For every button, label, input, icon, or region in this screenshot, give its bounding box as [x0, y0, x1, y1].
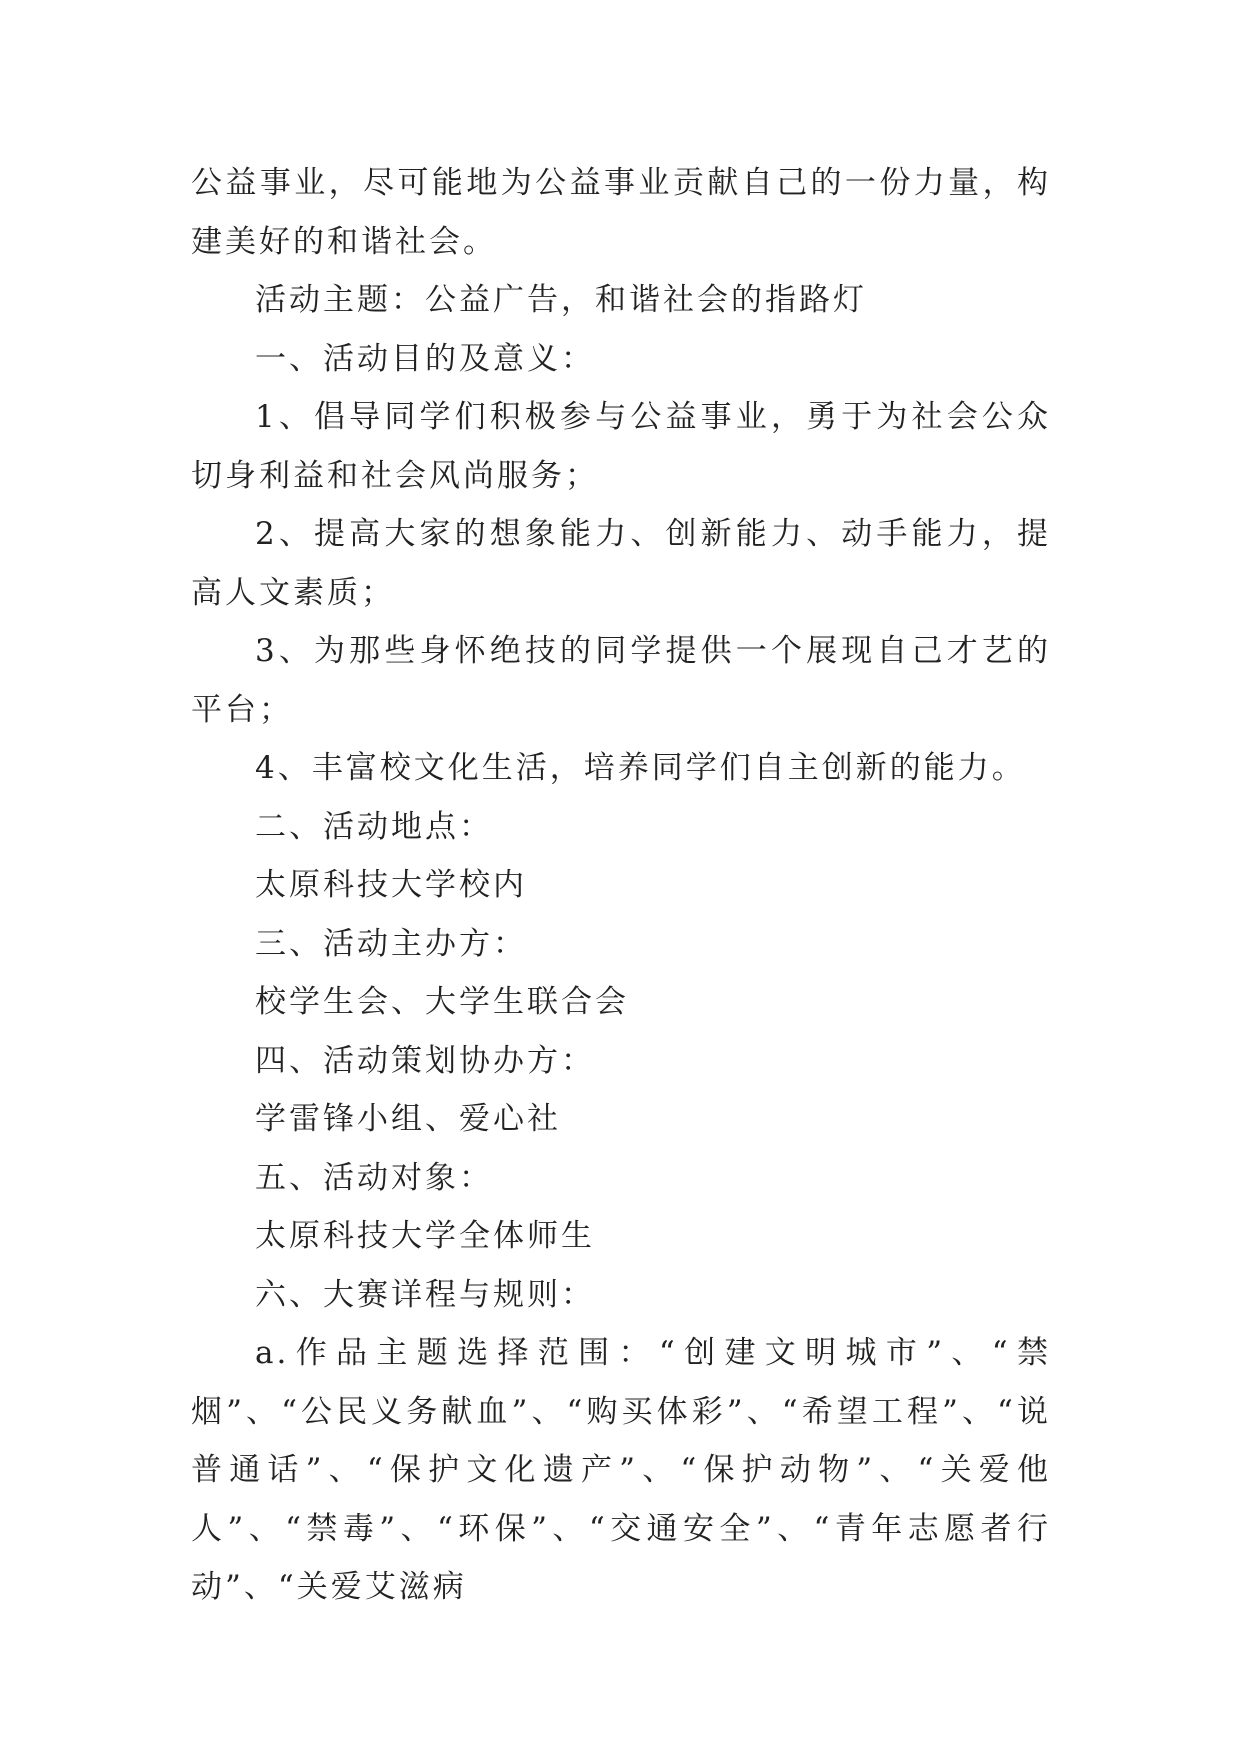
section-heading: 二、活动地点： [255, 808, 493, 845]
document-body [191, 154, 1051, 1617]
section-heading: 六、大赛详程与规则： [255, 1276, 595, 1313]
section-heading: 四、活动策划协办方： [255, 1042, 595, 1079]
section-heading: 三、活动主办方： [255, 925, 527, 962]
section-heading: 五、活动对象： [255, 1159, 493, 1196]
paragraph: 活动主题：公益广告，和谐社会的指路灯 [255, 282, 867, 318]
list-item: 3、为那些身怀绝技的同学提供一个展现自己才艺的平台； [191, 633, 1051, 728]
list-item: 1、倡导同学们积极参与公益事业，勇于为社会公众切身利益和社会风尚服务； [191, 399, 1051, 494]
paragraph: 太原科技大学校内 [255, 867, 527, 903]
paragraph: 太原科技大学全体师生 [255, 1218, 595, 1254]
paragraph: 公益事业，尽可能地为公益事业贡献自己的一份力量，构建美好的和谐社会。 [191, 165, 1051, 260]
paragraph: 校学生会、大学生联合会 [255, 984, 629, 1020]
paragraph: 学雷锋小组、爱心社 [255, 1101, 561, 1137]
list-item: 2、提高大家的想象能力、创新能力、动手能力，提高人文素质； [191, 516, 1051, 611]
paragraph: a.作品主题选择范围：“创建文明城市”、“禁烟”、“公民义务献血”、“购买体彩”、“希望工程”、“说普通话”、“保护文化遗产”、“保护动物”、“关爱他人”、“禁毒”、“环保”、“交通安全”、“青年志愿者行动”、“关爱艾滋病 [191, 1335, 1051, 1605]
list-item: 4、丰富校文化生活，培养同学们自主创新的能力。 [255, 750, 1026, 786]
section-heading: 一、活动目的及意义： [255, 340, 595, 377]
